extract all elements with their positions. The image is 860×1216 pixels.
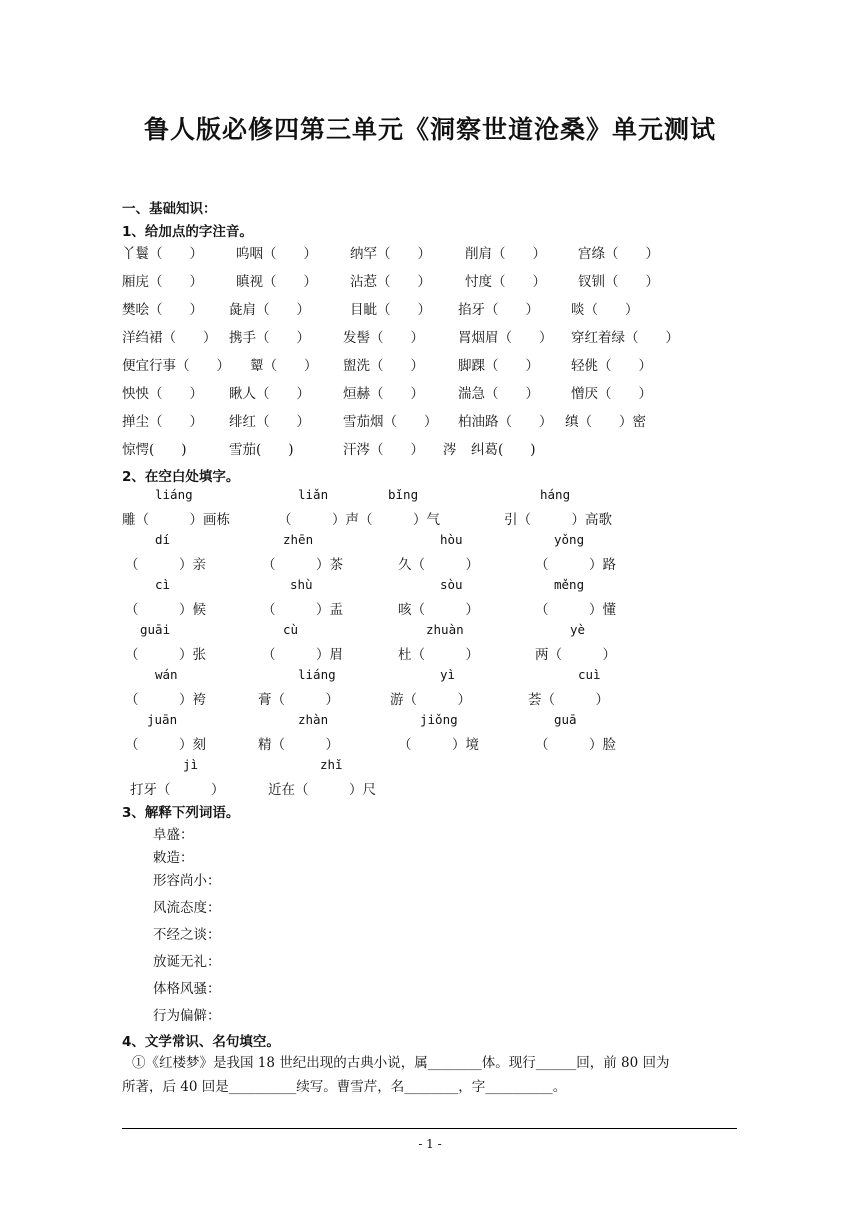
pinyin-item: 憎厌（ ） (571, 386, 652, 402)
vocab-item: 放诞无礼： (153, 954, 221, 970)
vocab-item: 不经之谈： (153, 927, 221, 943)
pinyin-item: 丫鬟（ ） (122, 246, 203, 262)
pinyin-hint: yì (440, 667, 456, 682)
pinyin-row (0, 298, 860, 320)
pinyin-hint: yè (570, 622, 586, 637)
pinyin-hint: cì (155, 577, 171, 592)
pinyin-hint: bǐng (388, 487, 419, 502)
pinyin-item: 彘肩（ ） (229, 302, 310, 318)
fill-item: 膏（ ） (258, 692, 339, 708)
fill-row (0, 688, 860, 710)
fill-row (0, 553, 860, 575)
pinyin-item: 惊愕( ) (122, 442, 187, 458)
question-2-heading: 2、在空白处填字。 (122, 469, 240, 485)
pinyin-row (0, 438, 860, 460)
page-number: - 1 - (418, 1137, 442, 1151)
pinyin-item: 削肩（ ） (465, 246, 546, 262)
fill-row (0, 598, 860, 620)
vocab-item: 风流态度： (153, 900, 221, 916)
pinyin-item: 洋绉裙（ ） (122, 330, 217, 346)
pinyin-hint: měng (554, 577, 585, 592)
fill-item: （ ）张 (125, 647, 206, 663)
fill-item: （ ）茶 (262, 557, 343, 573)
fill-item: 雕（ ）画栋 (122, 512, 230, 528)
question-4-heading: 4、文学常识、名句填空。 (122, 1034, 280, 1050)
pinyin-item: 怏怏（ ） (122, 386, 203, 402)
pinyin-item: 湍急（ ） (458, 386, 539, 402)
pinyin-hint: jiǒng (420, 712, 458, 727)
fill-item: （ ）袴 (125, 692, 206, 708)
pinyin-item: 掸尘（ ） (122, 414, 203, 430)
pinyin-item: 忖度（ ） (465, 274, 546, 290)
pinyin-item: 呜咽（ ） (236, 246, 317, 262)
fill-item: 咳（ ） (398, 602, 479, 618)
vocab-item: 行为偏僻： (153, 1008, 221, 1024)
fill-row (0, 778, 860, 800)
pinyin-hint: guāi (140, 622, 171, 637)
fill-item: 杜（ ） (398, 647, 479, 663)
pinyin-row (0, 270, 860, 292)
pinyin-row (0, 326, 860, 348)
fill-item: （ ）亲 (125, 557, 206, 573)
fill-item: （ ）懂 (535, 602, 616, 618)
pinyin-row (0, 242, 860, 264)
pinyin-item: 涔 (443, 442, 457, 458)
pinyin-item: 啖（ ） (571, 302, 639, 318)
pinyin-item: 轻佻（ ） (571, 358, 652, 374)
question-4-line: ①《红楼梦》是我国 18 世纪出现的古典小说，属________体。现行______回，前 80 回为 (132, 1055, 670, 1071)
question-3-heading: 3、解释下列词语。 (122, 805, 240, 821)
vocab-item: 形容尚小： (153, 873, 221, 889)
vocab-item: 体格风骚： (153, 981, 221, 997)
pinyin-hint: liáng (298, 667, 336, 682)
pinyin-row (0, 410, 860, 432)
fill-row (0, 733, 860, 755)
fill-item: （ ）声（ ）气 (278, 512, 440, 528)
fill-item: 两（ ） (535, 647, 616, 663)
fill-item: 久（ ） (398, 557, 479, 573)
pinyin-hint: liǎn (298, 487, 329, 502)
pinyin-item: 厢庑（ ） (122, 274, 203, 290)
pinyin-row (0, 354, 860, 376)
pinyin-hint: zhuàn (426, 622, 464, 637)
fill-item: （ ）境 (398, 737, 479, 753)
pinyin-item: 雪茄( ) (229, 442, 294, 458)
pinyin-row (0, 382, 860, 404)
fill-item: （ ）盂 (262, 602, 343, 618)
pinyin-item: 盥洗（ ） (343, 358, 424, 374)
pinyin-item: 瞋视（ ） (236, 274, 317, 290)
fill-item: 引（ ）高歌 (504, 512, 612, 528)
pinyin-item: 脚踝（ ） (458, 358, 539, 374)
pinyin-item: 颦（ ） (250, 358, 318, 374)
pinyin-item: 汗涔（ ） (343, 442, 424, 458)
fill-item: （ ）刻 (125, 737, 206, 753)
pinyin-item: 纠葛( ) (471, 442, 536, 458)
fill-item: 近在（ ）尺 (268, 782, 376, 798)
question-4-line: 所著，后 40 回是__________续写。曹雪芹，名________，字__________。 (122, 1079, 567, 1095)
pinyin-item: 雪茄烟（ ） (343, 414, 438, 430)
pinyin-item: 缜（ ）密 (565, 414, 646, 430)
pinyin-hint: zhēn (283, 532, 314, 547)
fill-item: 游（ ） (390, 692, 471, 708)
fill-item: （ ）眉 (262, 647, 343, 663)
fill-row (0, 643, 860, 665)
question-1-heading: 1、给加点的字注音。 (122, 224, 253, 240)
pinyin-hint: cuì (578, 667, 601, 682)
pinyin-hint: juān (147, 712, 178, 727)
pinyin-item: 宫绦（ ） (578, 246, 659, 262)
page-title: 鲁人版必修四第三单元《洞察世道沧桑》单元测试 (143, 115, 716, 144)
pinyin-item: 发髻（ ） (343, 330, 424, 346)
vocab-item: 阜盛： (153, 827, 194, 843)
pinyin-hint: liáng (155, 487, 193, 502)
pinyin-hint: dí (155, 532, 171, 547)
pinyin-item: 携手（ ） (229, 330, 310, 346)
pinyin-item: 目眦（ ） (350, 302, 431, 318)
pinyin-hint: háng (540, 487, 571, 502)
question-4-text (122, 1051, 742, 1099)
pinyin-item: 罥烟眉（ ） (458, 330, 553, 346)
pinyin-item: 瞅人（ ） (229, 386, 310, 402)
vocab-item: 敕造： (153, 850, 194, 866)
footer-divider (122, 1128, 737, 1129)
fill-row (0, 508, 860, 530)
pinyin-hint: yǒng (554, 532, 585, 547)
fill-item: 精（ ） (258, 737, 339, 753)
pinyin-hint: sòu (440, 577, 463, 592)
pinyin-hint: zhàn (298, 712, 329, 727)
pinyin-item: 沾惹（ ） (350, 274, 431, 290)
pinyin-hint: hòu (440, 532, 463, 547)
pinyin-item: 钗钏（ ） (578, 274, 659, 290)
fill-item: （ ）候 (125, 602, 206, 618)
pinyin-item: 绯红（ ） (229, 414, 310, 430)
section-heading: 一、基础知识： (122, 201, 217, 217)
pinyin-item: 掐牙（ ） (458, 302, 539, 318)
pinyin-hint: cù (283, 622, 299, 637)
pinyin-item: 穿红着绿（ ） (571, 330, 679, 346)
pinyin-item: 柏油路（ ） (458, 414, 553, 430)
pinyin-hint: zhǐ (320, 757, 343, 772)
fill-item: （ ）脸 (535, 737, 616, 753)
fill-item: 荟（ ） (528, 692, 609, 708)
pinyin-item: 纳罕（ ） (350, 246, 431, 262)
pinyin-hint: wán (155, 667, 178, 682)
pinyin-hint: shù (290, 577, 313, 592)
pinyin-item: 樊哙（ ） (122, 302, 203, 318)
fill-item: 打牙（ ） (130, 782, 225, 798)
pinyin-hint: jì (183, 757, 199, 772)
pinyin-item: 便宜行事（ ） (122, 358, 230, 374)
pinyin-hint: guā (554, 712, 577, 727)
fill-item: （ ）路 (535, 557, 616, 573)
pinyin-item: 烜赫（ ） (343, 386, 424, 402)
